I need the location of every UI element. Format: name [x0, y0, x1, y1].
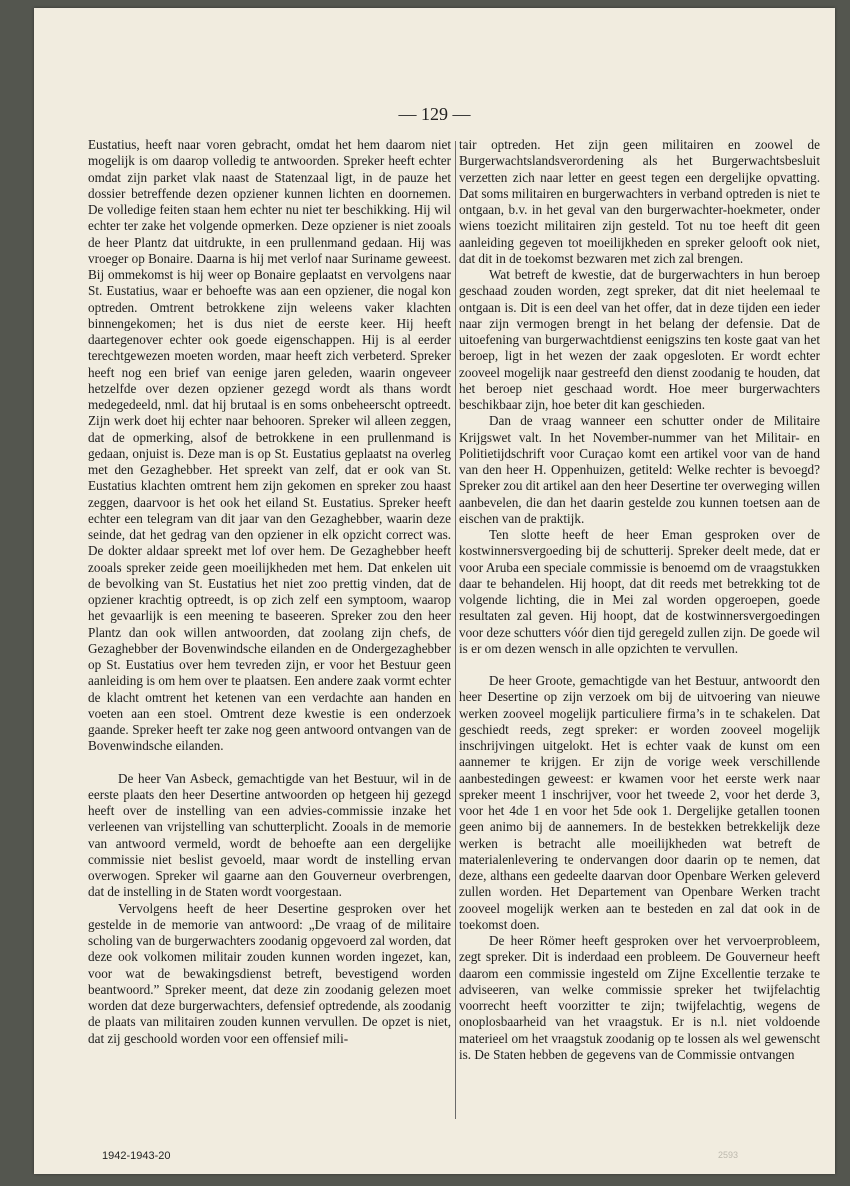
paragraph: Vervolgens heeft de heer Desertine gesproken over het gestelde in de memorie van antwoord: „De vraag of de militaire scholing van de burgerwachters zoodanig opgevoerd zal worden, dat deze ook volkomen militair zouden kunnen worden ingezet, kan, voor wat de bewakingsdienst betreft, bevestigend worden beantwoord.” Spreker meent, dat deze zin zoodanig gelezen moet worden dat deze burgerwachters, defensief optredende, als zoodanig de plaats van militairen zouden kunnen vervullen. De opzet is niet, dat zij geschoold worden voor een offensief mili-	[88, 900, 451, 1046]
paragraph: Ten slotte heeft de heer Eman gesproken over de kostwinnersvergoeding bij de schutterij. Spreker deelt mede, dat er voor Aruba een speciale commissie is benoemd om de vraagstukken daar te behandelen. Hij hoopt, dat dit reeds met betrekking tot de volgende lichting, die in Mei zal worden opgeroepen, goede resultaten zal geven. Hij hoopt, dat de kostwinnersvergoedingen voor deze schutters vóór dien tijd geregeld zullen zijn. De goede wil is er om dezen wensch in alle opzichten te vervullen.	[459, 527, 820, 656]
paragraph: De heer Groote, gemachtigde van het Bestuur, antwoordt den heer Desertine op zijn verzoek om bij de uitvoering van nieuwe werken zooveel mogelijk particuliere firma’s in te schakelen. Dat geschiedt reeds, zegt spreker: er worden zooveel mogelijk inschrijvingen uitgelokt. Het is echter vaak de kunst om een aannemer te krijgen. Er zijn de vorige week verschillende aanbestedingen geweest: er kwamen voor het eerste werk naar spreker meent 1 inschrijver, voor het tweede 2, voor het derde 3, voor het 4de 1 en voor het 5de ook 1. Dergelijke getallen toonen geen animo bij de aannemers. In de bestekken betrekkelijk deze werken is betracht alle moeilijkheden wat betreft de materialenlevering te ondervangen door daarin op te nemen, dat deze, althans een gedeelte daarvan door Openbare Werken geleverd zullen worden. Het Departement van Openbare Werken tracht zooveel mogelijk werken aan te besteden en zal dat ook in de toekomst doen.	[459, 673, 820, 932]
right-column	[459, 137, 820, 1063]
paragraph: Dan de vraag wanneer een schutter onder de Militaire Krijgswet valt. In het November-nummer van het Militair- en Politietijdschrift voor Curaçao komt een artikel voor van de hand van den heer H. Oppenhuizen, getiteld: Welke rechter is bevoegd? Spreker zou dit artikel aan den heer Desertine ter overweging willen aanbevelen, die dan het daarin gestelde zou kunnen toetsen aan de eischen van de praktijk.	[459, 413, 820, 526]
document-page	[34, 8, 835, 1174]
left-column	[88, 137, 451, 1047]
paragraph: Wat betreft de kwestie, dat de burgerwachters in hun beroep geschaad zouden worden, zegt spreker, dat dit niet heelemaal te ontgaan is. Dit is een deel van het offer, dat in deze tijden een ieder naar zijn vermogen brengt in het belang der defensie. Dat de uitoefening van burgerwachtdienst eenigszins ten koste gaat van het beroep, ligt in het wezen der zaak opgesloten. Er wordt echter zooveel mogelijk naar gestreefd den dienst zoodanig te houden, dat het beroep niet geschaad wordt. Hoe meer burgerwachters beschikbaar zijn, hoe beter dit kan geschieden.	[459, 267, 820, 412]
paragraph: tair optreden. Het zijn geen militairen en zoowel de Burgerwachtslandsverordening als het Burgerwachtsbesluit verzetten zich naar letter en geest tegen een dergelijke opvatting. Dat soms militairen en burgerwachters in verband optreden is niet te ontgaan, b.v. in het geval van den burgerwachter-hoekmeter, onder wiens toezicht militairen zijn gesteld. Tot nu toe heeft dit geen aanleiding gegeven tot moeilijkheden en spreker gelooft ook niet, dat dit in de toekomst bezwaren met zich zal brengen.	[459, 137, 820, 266]
paragraph: De heer Römer heeft gesproken over het vervoerprobleem, zegt spreker. Dit is inderdaad een probleem. De Gouverneur heeft daarom een commissie ingesteld om Zijne Excellentie terzake te adviseeren, van welke commissie spreker het twijfelachtig voorrecht heeft voorzitter te zijn; twijfelachtig, wegens de onoplosbaarheid van het vraagstuk. Er is n.l. niet voldoende materieel om het vraagstuk zoodanig op te lossen als wel gewenscht is. De Staten hebben de gegevens van de Commissie ontvangen	[459, 933, 820, 1062]
column-divider	[455, 141, 456, 1119]
paragraph: Eustatius, heeft naar voren gebracht, omdat het hem daarom niet mogelijk is om daarop volledig te antwoorden. Spreker heeft echter omdat zijn parket vlak naast de Statenzaal ligt, in de pauze het dossier betreffende dezen opziener kunnen lichten en doornemen. De volledige feiten staan hem echter nu niet ter beschikking. Hij wil echter ter zake het volgende opmerken. Deze opziener is niet zooals de heer Plantz dat uitdrukte, in een prullenmand gedaan. Hij was vroeger op Bonaire. Daarna is hij met verlof naar Suriname geweest. Bij ommekomst is hij weer op Bonaire geplaatst en vervolgens naar St. Eustatius, waar er behoefte was aan een opziener, die nogal kon optreden. Omtrent betrokkene zijn weleens vaker klachten binnengekomen; het is dus niet de eerste keer. Hij heeft daartegenover echter ook goede eigenschappen. Hij is al eerder terechtgewezen moeten worden, maar heeft zich verbeterd. Spreker heeft nog een brief van eenige jaren geleden, waarin ongeveer hetzelfde over dezen opziener gezegd wordt als thans wordt medegedeeld, nml. dat hij brutaal is en soms onbeheerscht optreedt. Zijn werk doet hij echter naar behooren. Spreker wil alleen zeggen, dat de opmerking, alsof de betrokkene in een prullenmand is gedaan, onjuist is. Deze man is op St. Eustatius geplaatst na overleg met den Gezaghebber. Het spreekt van zelf, dat er ook van St. Eustatius klachten omtrent hem zijn gekomen en spreker zou haast zeggen, daarvoor is het ook het eiland St. Eustatius. Spreker heeft echter een telegram van dit jaar van den Gezaghebber, waarin deze seinde, dat het gedrag van den opziener in elk opzicht correct was. De dokter aldaar spreekt met lof over hem. De Gezaghebber heeft zooals spreker zeide geen moeilijkheden met hem. Dat enkelen uit de bevolking van St. Eustatius het niet zoo prettig vinden, dat de opziener krachtig optreedt, is op zich zelf een symptoom, waarop het gevaarlijk is een meening te baseeren. Spreker zou den heer Plantz dan ook willen antwoorden, dat zoolang zijn chefs, de Gezaghebber der Bovenwindsche eilanden en de Ondergezaghebber op St. Eustatius over hem tevreden zijn, er voor het Bestuur geen aanleiding is om hem over te plaatsen. Een andere zaak vormt echter de klacht omtrent het ketenen van een verdachte aan handen en voeten aan een stoel. Omtrent deze kwestie is een onderzoek gaande. Spreker heeft ter zake nog geen antwoord ontvangen van de Bovenwindsche eilanden.	[88, 137, 451, 754]
page-number: — 129 —	[398, 104, 471, 124]
archive-stamp: 2593	[718, 1150, 739, 1160]
paragraph: De heer Van Asbeck, gemachtigde van het Bestuur, wil in de eerste plaats den heer Desertine antwoorden op hetgeen hij gezegd heeft over de instelling van een advies-commissie inzake het verleenen van vrijstelling van schutterplicht. Zooals in de memorie van antwoord vermeld, wordt de behoefte aan een dergelijke commissie niet beslist gevoeld, maar wordt de instelling ervan overwogen. Spreker wil gaarne aan den Gouverneur overbrengen, dat de instelling in de Staten wordt voorgestaan.	[88, 770, 451, 900]
footer-archive-code: 1942-1943-20	[102, 1150, 171, 1162]
